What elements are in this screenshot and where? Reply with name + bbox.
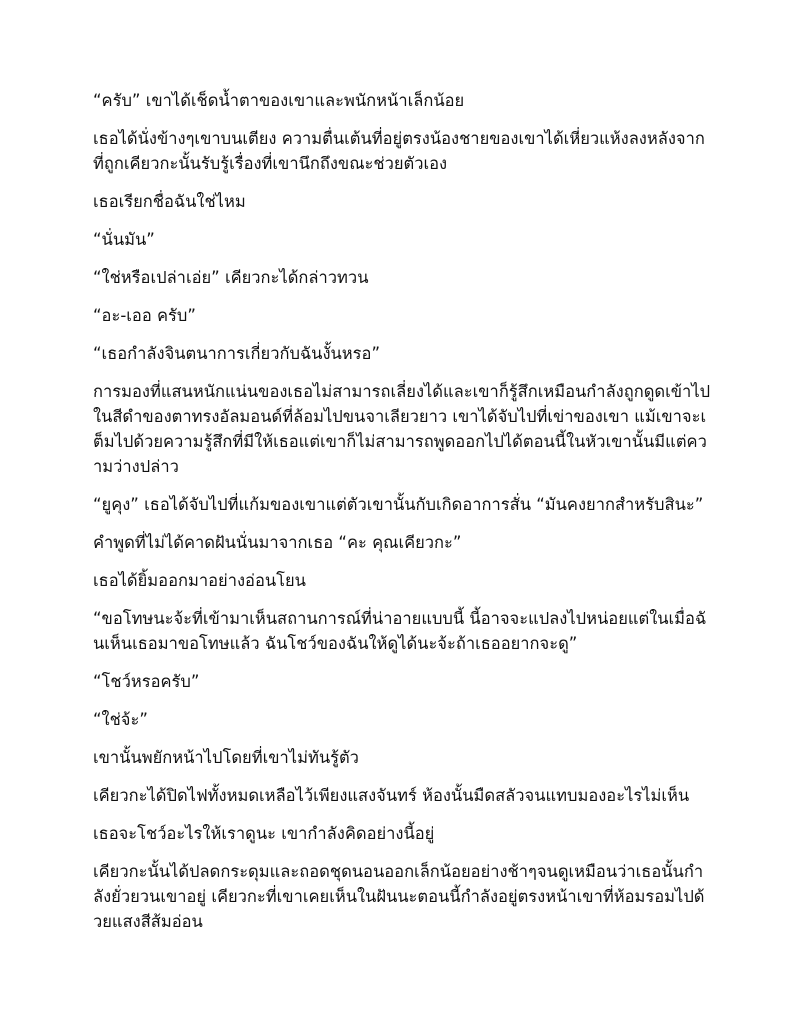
paragraph-4: “นั่นมัน” <box>93 230 155 249</box>
paragraph-3: เธอเรียกชื่อฉันใช่ไหม <box>93 192 246 211</box>
paragraph-10: คำพูดที่ไม่ได้คาดฝันนั่นมาจากเธอ “คะ คุณเคียวกะ” <box>93 533 462 552</box>
paragraph-7: “เธอกำลังจินตนาการเกี่ยวกับฉันงั้นหรอ” <box>93 344 380 363</box>
paragraph-1: “ครับ” เขาได้เช็ดน้ำตาของเขาและพนักหน้าเล็กน้อย <box>93 91 465 110</box>
paragraph-9: “ยูคุง” เธอได้จับไปที่แก้มของเขาแต่ตัวเขานั้นกับเกิดอาการสั่น “มันคงยากสำหรับสินะ” <box>93 495 704 514</box>
document-page <box>93 88 713 947</box>
paragraph-17: เธอจะโชว์อะไรให้เราดูนะ เขากำลังคิดอย่างนี้อยู่ <box>93 824 435 843</box>
paragraph-8: การมองที่แสนหนักแน่นของเธอไม่สามารถเลี่ยงได้และเขาก็รู้สึกเหมือนกำลังถูกดูดเข้าไปในสีดำของตาทรงอัลมอนด์ที่ล้อมไปขนจาเลียวยาว เขาได้จับไปที่เข่าของเขา แม้เขาจะเต็มไปด้วยความรู้สึกที่มีให้เธอแต่เขาก็ไม่สามารถพูดออกไปได้ตอนนี้ในหัวเขานั้นมีแต่ความว่างปล่าว <box>93 382 711 476</box>
paragraph-14: “ใช่จ้ะ” <box>93 710 148 729</box>
paragraph-16: เคียวกะได้ปิดไฟทั้งหมดเหลือไว้เพียงแสงจันทร์ ห้องนั้นมืดสลัวจนแทบมองอะไรไม่เห็น <box>93 786 690 805</box>
paragraph-12: “ขอโทษนะจ้ะที่เข้ามาเห็นสถานการณ์ที่น่าอายแบบนี้ นี้อาจจะแปลงไปหน่อยแต่ในเมื่อฉันเห็นเธอมาขอโทษแล้ว ฉันโชว์ของฉันให้ดูได้นะจ้ะถ้าเธออยากจะดู” <box>93 609 707 653</box>
paragraph-6: “อะ-เออ ครับ” <box>93 306 196 325</box>
paragraph-11: เธอได้ยิ้มออกมาอย่างอ่อนโยน <box>93 571 306 590</box>
paragraph-2: เธอได้นั่งข้างๆเขาบนเตียง ความตื่นเต้นที่อยู่ตรงน้องชายของเขาได้เหี่ยวแห้งลงหลังจากที่ถูกเคียวกะนั้นรับรู้เรื่องที่เขานึกถึงขณะช่วยตัวเอง <box>93 129 705 173</box>
paragraph-18: เคียวกะนั้นได้ปลดกระดุมและถอดชุดนอนออกเล็กน้อยอย่างช้าๆจนดูเหมือนว่าเธอนั้นกำลังยั่วยวนเขาอยู่ เคียวกะที่เขาเคยเห็นในฝันนะตอนนี้กำลังอยู่ตรงหน้าเขาที่ห้อมรอมไปด้วยแสงสีส้มอ่อน <box>93 862 705 931</box>
paragraph-15: เขานั้นพยักหน้าไปโดยที่เขาไม่ทันรู้ตัว <box>93 748 359 767</box>
paragraph-5: “ใช่หรือเปล่าเอ่ย” เคียวกะได้กล่าวทวน <box>93 268 369 287</box>
paragraph-13: “โชว์หรอครับ” <box>93 672 200 691</box>
